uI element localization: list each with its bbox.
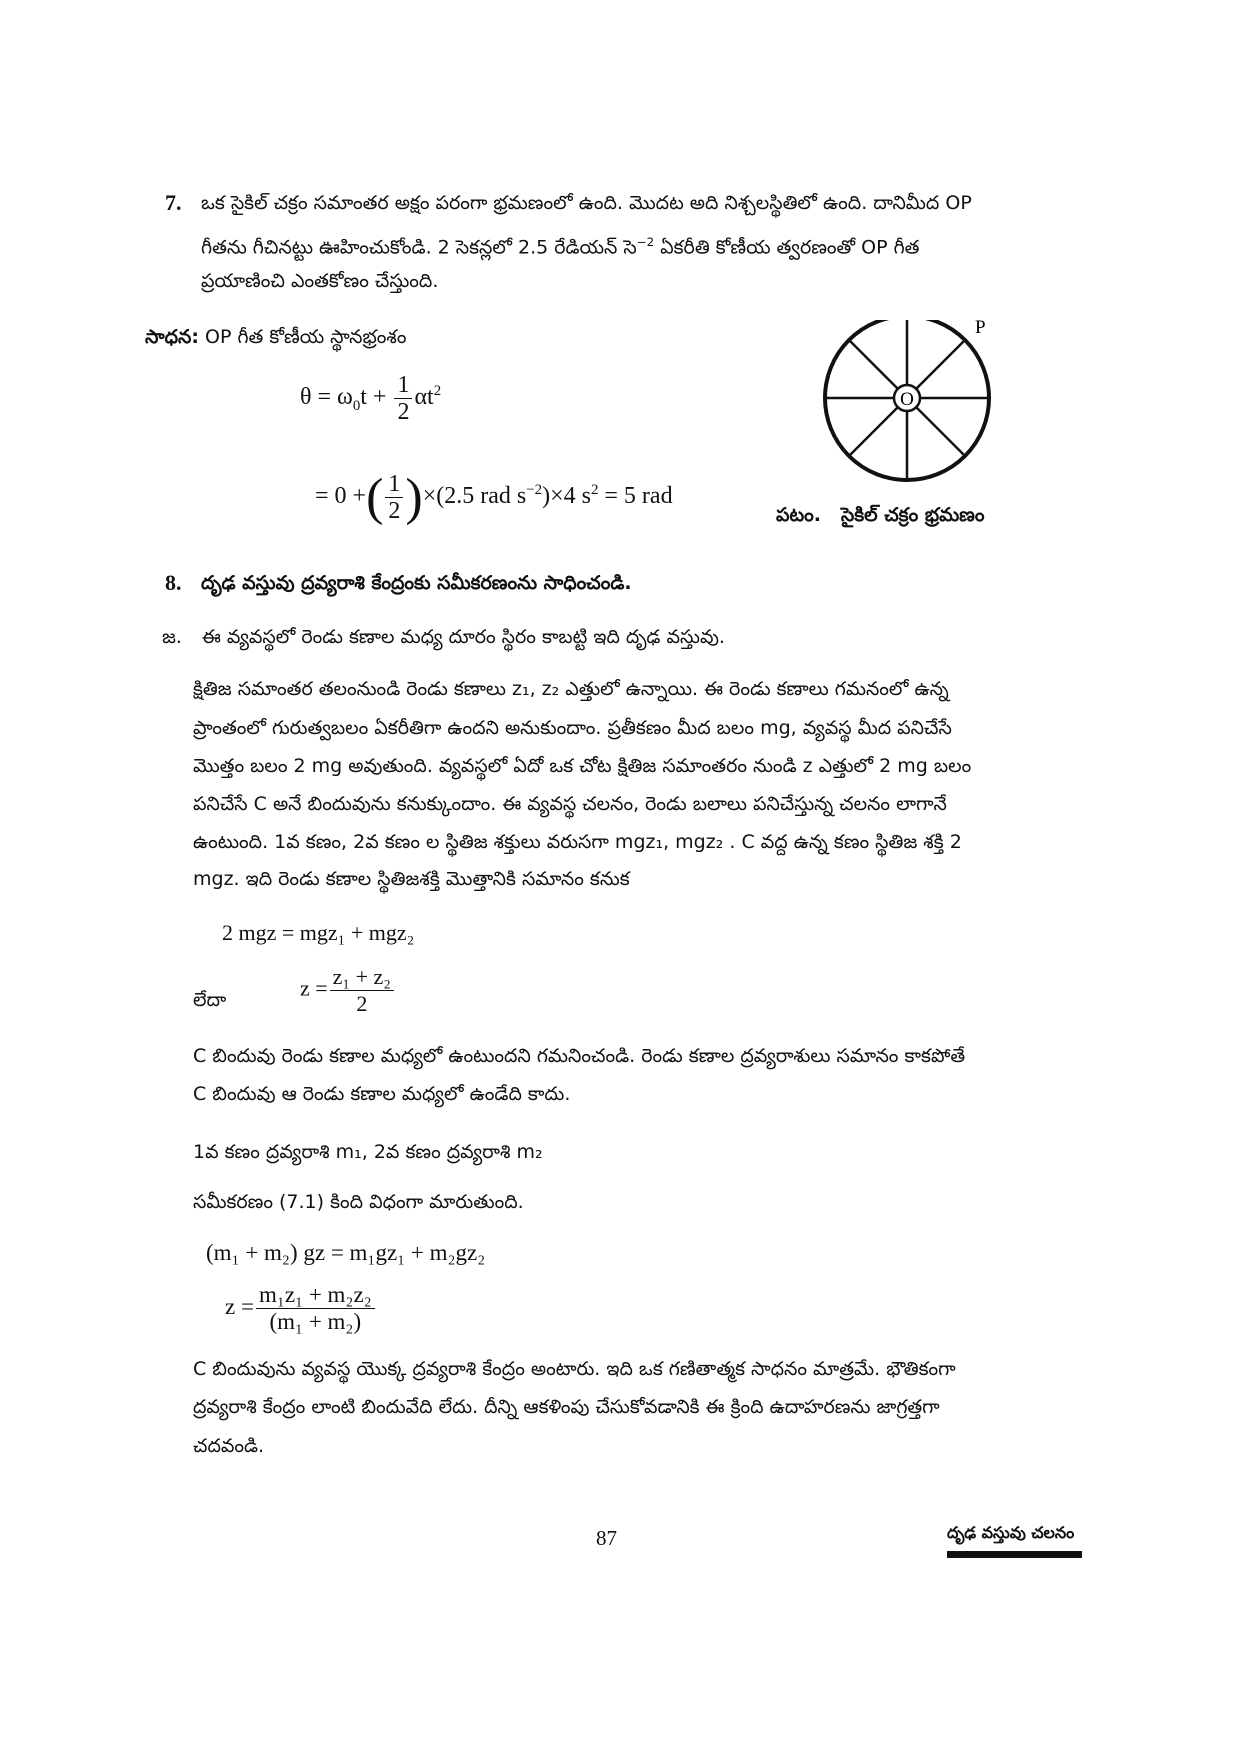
label-p: P	[975, 320, 986, 338]
equation-center-of-mass: z = $\frac{\text{m₁z₁ + m₂z₂}}{\text{(m₁ + m₂)}}$	[225, 1282, 377, 1335]
question-7-number: 7.	[165, 190, 182, 215]
bicycle-wheel-figure	[820, 320, 1010, 500]
para1-line-6: mgz. ఇది రెండు కణాల స్థితిజశక్తి మొత్తానికి సమానం కనుక	[193, 868, 630, 890]
question-7-line-2: గీతను గీచినట్టు ఊహించుకోండి. 2 సెకన్లలో 2.5 రేడియన్ సె$^{-2}$ ఏకరీతి కోణీయ త్వరణంతో OP గీత	[201, 235, 920, 259]
masses-line: 1వ కణం ద్రవ్యరాశి m₁, 2వ కణం ద్రవ్యరాశి m₂	[193, 1141, 543, 1163]
question-7-line-3: ప్రయాణించి ఎంతకోణం చేస్తుంది.	[201, 270, 439, 292]
para1-line-2: ప్రాంతంలో గురుత్వబలం ఏకరీతిగా ఉందని అనుకుందాం. ప్రతీకణం మీద బలం mg, వ్యవస్థ మీద పనిచేసే	[193, 717, 952, 739]
figure-caption: పటం. సైకిల్ చక్రం భ్రమణం	[776, 504, 985, 526]
para5-line-3: చదవండి.	[193, 1435, 265, 1457]
question-8-title: దృఢ వస్తువు ద్రవ్యరాశి కేంద్రంకు సమీకరణంను సాధించండి.	[201, 572, 632, 594]
label-o: O	[900, 389, 914, 410]
page-number: 87	[596, 1526, 617, 1550]
or-label: లేదా	[193, 989, 227, 1011]
para1-line-1: క్షితిజ సమాంతర తలంనుండి రెండు కణాలు z₁, z₂ ఎత్తులో ఉన్నాయి. ఈ రెండు కణాలు గమనంలో ఉన్న	[193, 678, 949, 700]
para2-line-1: C బిందువు రెండు కణాల మధ్యలో ఉంటుందని గమనించండి. రెండు కణాల ద్రవ్యరాశులు సమానం కాకపోతే	[193, 1045, 966, 1067]
equation-theta: $\theta = \omega_0t$ + $\frac{1}{2}$ $\alpha t^2$	[300, 372, 442, 425]
chapter-title: దృఢ వస్తువు చలనం	[947, 1523, 1075, 1542]
equation-energy: 2 mgz = mgz₁ + mgz₂	[222, 920, 415, 945]
para1-line-3: మొత్తం బలం 2 mg అవుతుంది. వ్యవస్థలో ఏదో ఒక చోట క్షితిజ సమాంతరం నుండి z ఎత్తులో 2 mg బలం	[193, 755, 972, 777]
equation-z-average: z = $\frac{\text{z₁ + z₂}}{2}$	[300, 964, 396, 1017]
solution-heading: సాధన: OP గీత కోణీయ స్థానభ్రంశం	[145, 326, 407, 348]
para5-line-2: ద్రవ్యరాశి కేంద్రం లాంటి బిందువేది లేదు. దీన్ని ఆకళింపు చేసుకోవడానికి ఈ క్రింది ఉదాహరణను జాగ్రత్తగా	[193, 1396, 940, 1418]
para5-line-1: C బిందువును వ్యవస్థ యొక్క ద్రవ్యరాశి కేంద్రం అంటారు. ఇది ఒక గణితాత్మక సాధనం మాత్రమే. భౌతికంగా	[193, 1358, 956, 1380]
question-8-number: 8.	[165, 570, 182, 595]
equation-reference-line: సమీకరణం (7.1) కింది విధంగా మారుతుంది.	[193, 1191, 524, 1213]
para1-line-4: పనిచేసే C అనే బిందువును కనుక్కుందాం. ఈ వ్యవస్థ చలనం, రెండు బలాలు పనిచేస్తున్న చలనం లాగానే	[193, 793, 947, 815]
para1-line-5: ఉంటుంది. 1వ కణం, 2వ కణం ల స్థితిజ శక్తులు వరుసగా mgz₁, mgz₂ . C వద్ద ఉన్న కణం స్థితిజ శక్తి 2	[193, 831, 962, 853]
para2-line-2: C బిందువు ఆ రెండు కణాల మధ్యలో ఉండేది కాదు.	[193, 1083, 571, 1105]
question-7-line-1: ఒక సైకిల్ చక్రం సమాంతర అక్షం పరంగా భ్రమణంలో ఉంది. మొదట అది నిశ్చలస్థితిలో ఉంది. దానిమీద OP	[201, 192, 972, 214]
equation-theta-value: = 0 +( $\frac{1}{2}$ )×(2.5 rad $s^{-2})\times 4$ $s^2 = 5$ rad	[315, 469, 673, 526]
answer-label: జ.	[162, 626, 182, 648]
equation-weighted: (m₁ + m₂) gz = m₁gz₁ + m₂gz₂	[206, 1240, 486, 1265]
footer-rule	[947, 1551, 1082, 1558]
answer-line: ఈ వ్యవస్థలో రెండు కణాల మధ్య దూరం స్థిరం కాబట్టి ఇది దృఢ వస్తువు.	[202, 626, 725, 648]
